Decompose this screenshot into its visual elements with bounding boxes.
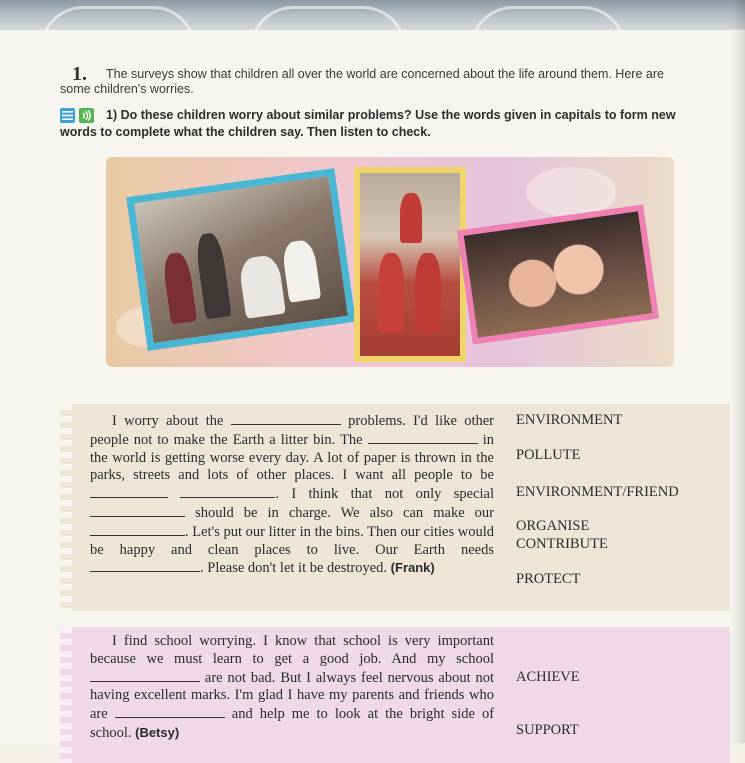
answer-blank[interactable] <box>90 485 168 498</box>
answer-blank[interactable] <box>90 669 200 682</box>
person-figure <box>415 253 441 333</box>
keyword: ACHIEVE <box>516 669 580 685</box>
speaker-name: (Frank) <box>390 560 435 576</box>
keyword: SUPPORT <box>516 722 579 738</box>
passage-text: . Please don't let it be destroyed. <box>200 560 388 577</box>
photo-collage <box>106 157 674 367</box>
exercise-intro: The surveys show that children all over the world are concerned about the life around them. Here are some children's worries. <box>60 67 664 96</box>
passage-text: in the world is getting worse every day. A lot of paper is thrown in the parks, streets and lots of other places. I want all people to be <box>90 431 494 484</box>
passage-text: and help me to look at the bright side of school. <box>90 706 495 741</box>
photo-children-workshop <box>126 168 356 351</box>
photo-cheerleaders <box>354 167 466 362</box>
passage-text: I find school worrying. I know that school is very important because we must learn to get a good job. And my school <box>90 633 494 667</box>
passage-text: are not bad. But I always feel nervous about not having excellent marks. I'm glad I have my parents and friends who are <box>90 669 495 723</box>
textbook-page <box>0 30 745 743</box>
person-figure <box>281 239 321 303</box>
answer-blank[interactable] <box>90 559 200 572</box>
answer-blank[interactable] <box>90 523 185 536</box>
frank-passage <box>90 412 494 578</box>
answer-blank[interactable] <box>180 485 275 498</box>
passage-text: should be in charge. We also can make our <box>195 504 495 521</box>
speaker-name: (Betsy) <box>135 724 180 740</box>
exercise-number: 1. <box>72 63 87 85</box>
person-figure <box>238 254 286 319</box>
frank-section <box>60 404 730 611</box>
person-figure <box>378 253 404 333</box>
person-figure <box>400 193 422 243</box>
passage-text: I worry about the <box>112 413 224 429</box>
passage-text: . Let's put our litter in the bins. Then our cities would be happy and clean places to live. Our Earth needs <box>90 523 494 558</box>
task-instruction: 1) Do these children worry about similar problems? Use the words given in capitals to form new words to complete what the children say. Then listen to check. <box>60 108 676 139</box>
keyword: CONTRIBUTE <box>516 536 608 552</box>
keyword: ORGANISE <box>516 518 590 534</box>
person-figure <box>194 232 232 320</box>
page-edge-shadow <box>731 0 745 743</box>
keyword: ENVIRONMENT <box>516 412 623 428</box>
answer-blank[interactable] <box>231 412 341 425</box>
keyword: PROTECT <box>516 571 581 587</box>
photo-two-children <box>457 204 659 344</box>
answer-blank[interactable] <box>90 504 185 517</box>
betsy-passage <box>90 633 494 743</box>
person-figure <box>162 251 197 324</box>
answer-blank[interactable] <box>115 705 225 718</box>
passage-text: . I think that not only special <box>275 486 495 503</box>
passage-text: problems. I'd like other people not to make the Earth a litter bin. The <box>90 413 495 448</box>
keyword: POLLUTE <box>516 447 581 463</box>
answer-blank[interactable] <box>368 431 478 444</box>
keyword: ENVIRONMENT/FRIEND <box>516 484 679 500</box>
